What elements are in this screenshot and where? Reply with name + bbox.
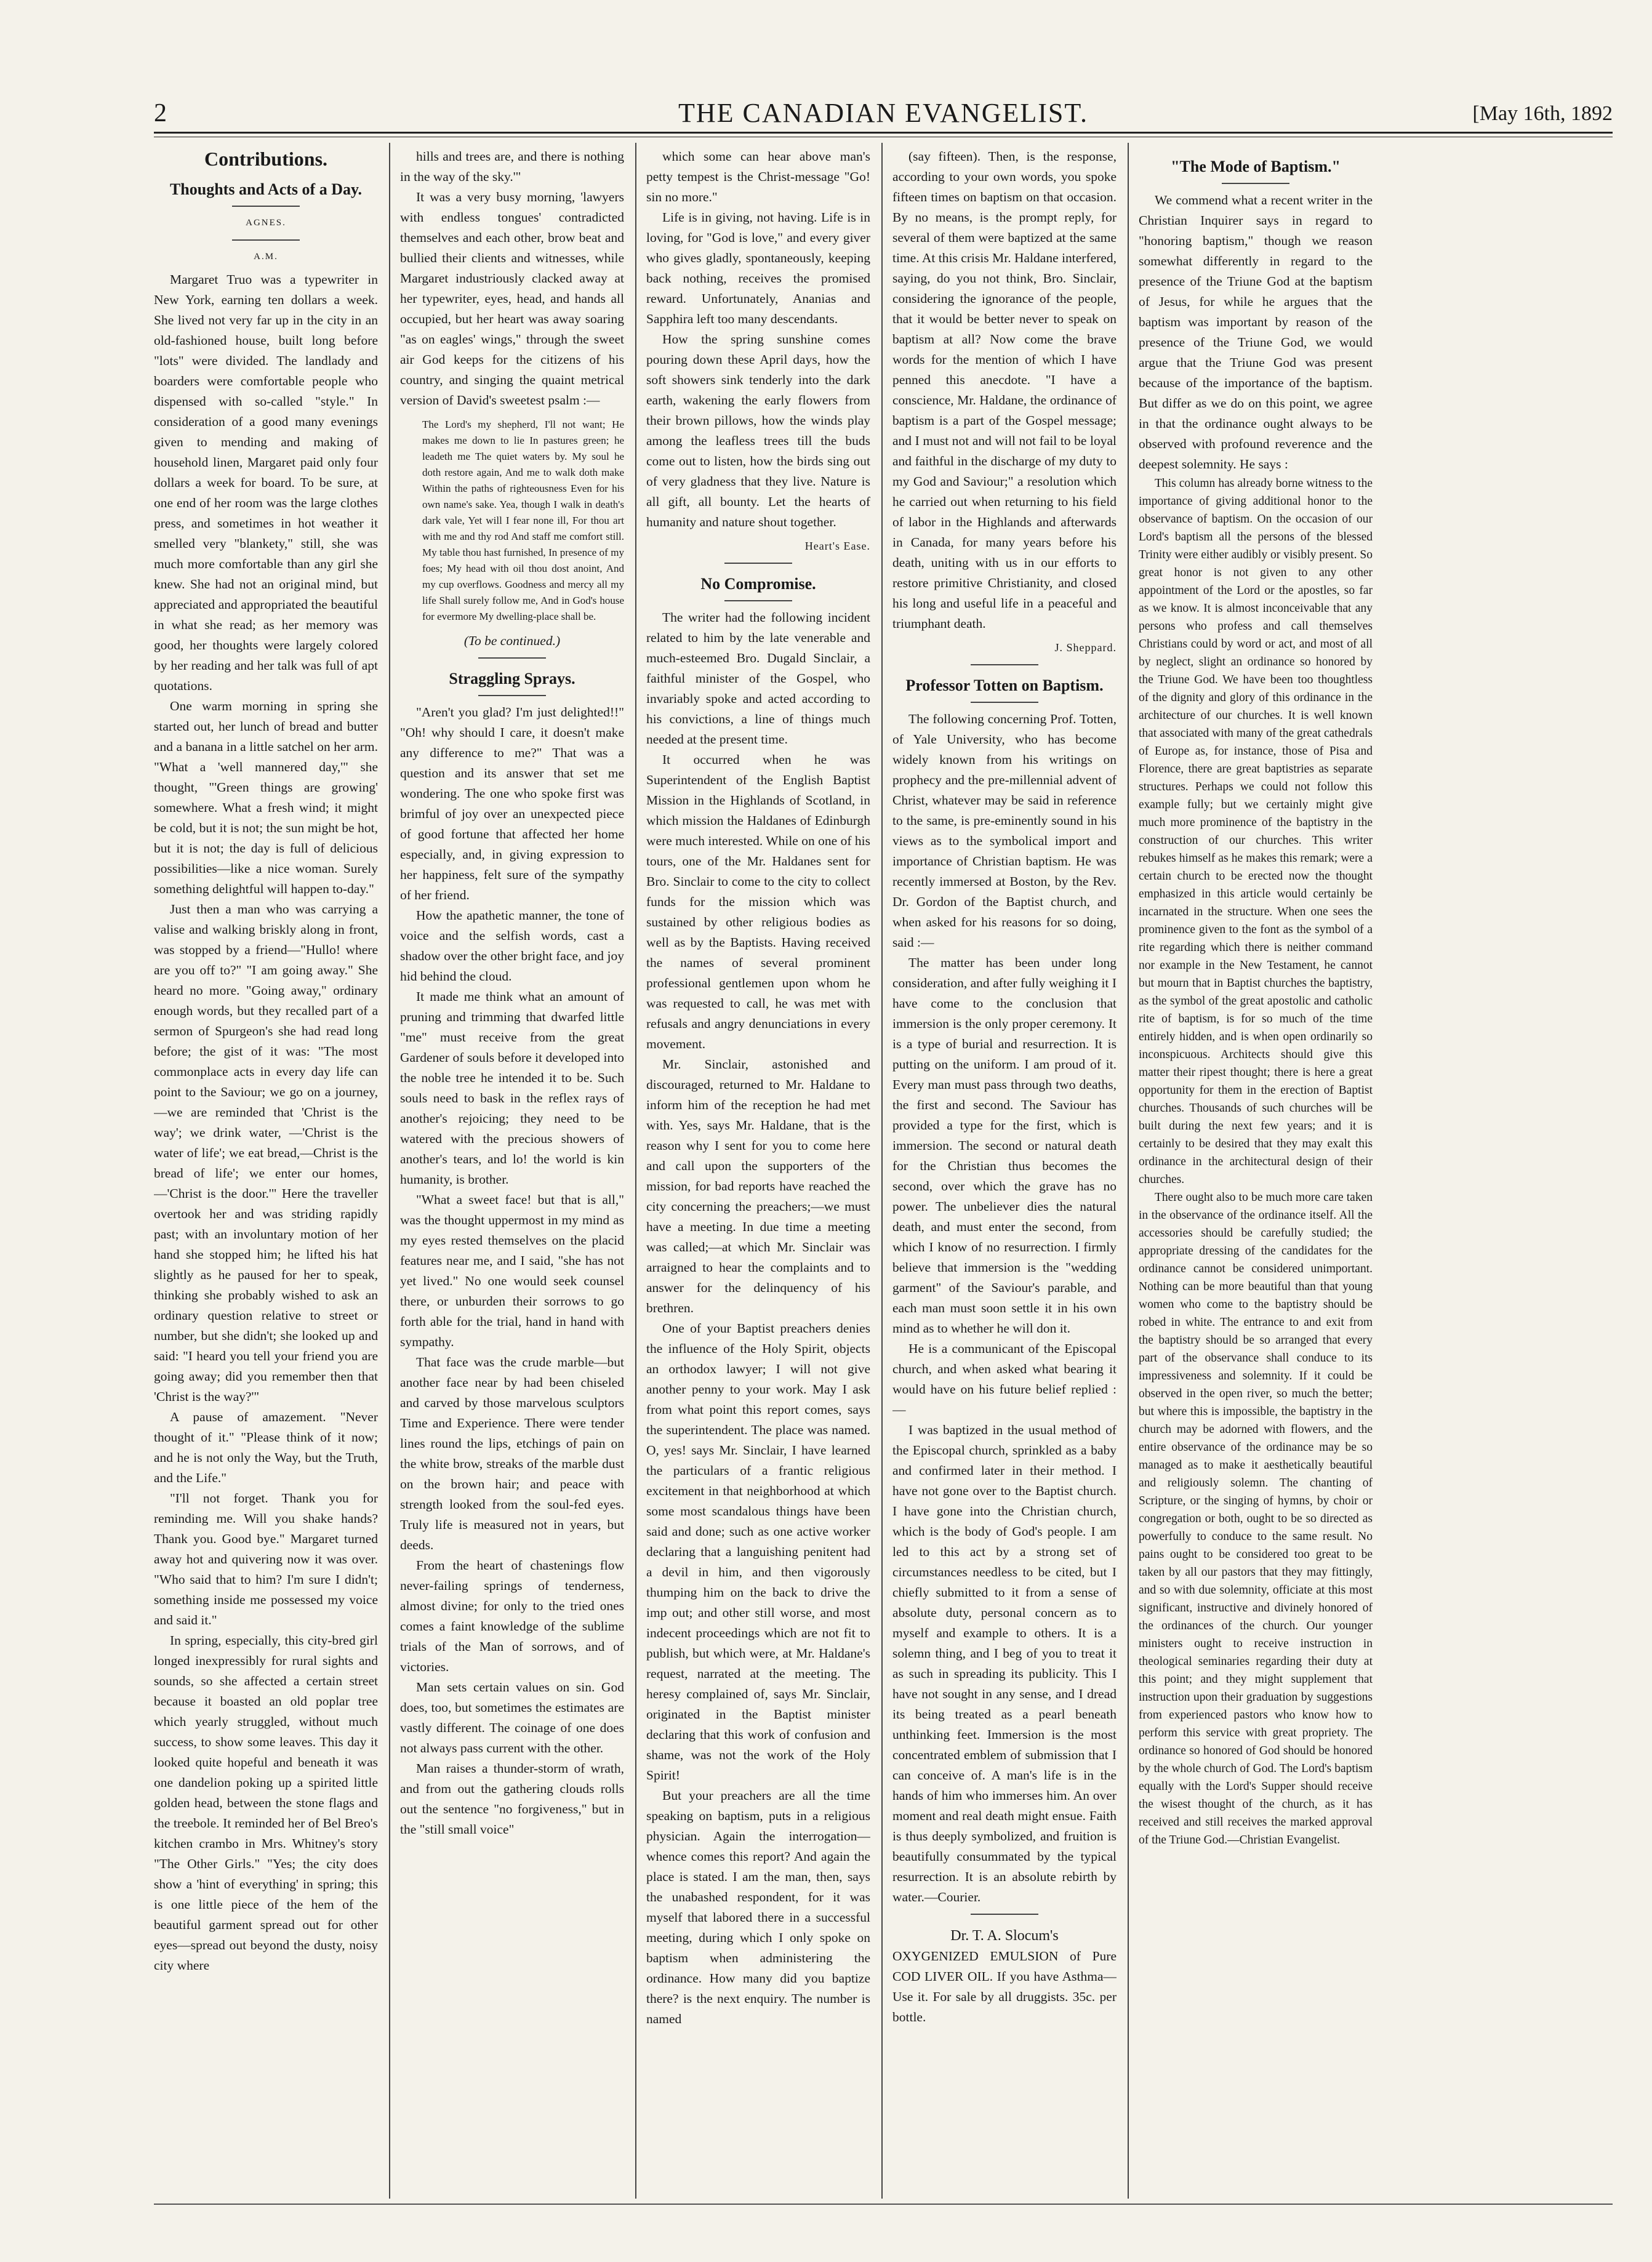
paragraph: We commend what a recent writer in the Christian Inquirer says in regard to "honoring baptism," though we reason somewhat differently in regard to the presence of the Triune God at the baptism of Jesus, for while he argues that the baptism was important by reason of the presence of the Triune God, we would argue that the Triune God was present because of the importance of the baptism. But differ as we do on this point, we agree in that the ordinance ought always to be observed with profound reverence and the deepest solemnity. He says :	[1139, 193, 1373, 471]
paragraph: (say fifteen). Then, is the response, according to your own words, you spoke fifteen times on baptism on that occasion. By no means, is the prompt reply, for several of them were baptized at the same time. At this crisis Mr. Haldane interfered, saying, do you not think, Bro. Sinclair, considering the ignorance of the people, that it would be better never to speak on baptism at all? Now come the brave words for the mention of which I have penned this anecdote. "I have a conscience, Mr. Haldane, the ordinance of baptism is a part of the Gospel message; and I must not and will not fail to be loyal and faithful in the discharge of my duty to my God and Saviour;" a resolution which he carried out when returning to his field of labor in the Highlands and afterwards in Canada, for many years before his death, uniting with us in our efforts to restore primitive Christianity, and closed his long and useful life in a peaceful and triumphant death.	[892, 149, 1117, 631]
article-title: "The Mode of Baptism."	[1171, 158, 1341, 175]
page-number: 2	[154, 99, 167, 127]
continued-note: (To be continued.)	[463, 633, 561, 648]
column-2	[400, 146, 624, 2196]
paragraph: A pause of amazement. "Never thought of it." "Please think of it now; and he is not only the Way, but the Truth, and the Life."	[154, 1410, 378, 1485]
paragraph: In spring, especially, this city-bred girl longed inexpressibly for rural sights and sounds, so she affected a certain street because it boasted an old poplar tree which yearly struggled, without much success, to show some leaves. This day it looked quite hopeful and beneath it was one dandelion poking up a spirited little golden head, between the stone flags and the treebole. It reminded her of Bel Breo's kitchen crambo in Mrs. Whitney's story "The Other Girls." "Yes; the city does show a 'hint of everything' in spring; this is one little piece of the hem of the beautiful garment spread out for other eyes—spread out beyond the dusty, noisy city where	[154, 1633, 378, 1973]
column-divider	[1128, 143, 1129, 2199]
byline-rule	[232, 239, 300, 241]
paragraph: One of your Baptist preachers denies the influence of the Holy Spirit, objects an orthodox lawyer; I will not give another penny to your work. May I ask from what point this report comes, says the superintendent. The place was named. O, yes! says Mr. Sinclair, I have learned the particulars of a frantic religious excitement in that neighborhood at which some most scandalous things have been said and done; such as one active worker declaring that a languishing penitent had a devil in him, and then vigorously thumping him on the back to drive the imp out; and other still worse, and most indecent proceedings which are not fit to publish, but which were, at Mr. Haldane's request, narrated at the meeting. The heresy complained of, says Mr. Sinclair, originated in the Baptist minister declaring that this work of confusion and shame, was not the work of the Holy Spirit!	[646, 1321, 870, 1783]
signature: J. Sheppard.	[1054, 641, 1117, 654]
paragraph: Margaret Truo was a typewriter in New York, earning ten dollars a week. She lived not very far up in the city in an old-fashioned house, built long before "lots" were divided. The landlady and boarders were comfortable people who dispensed with so-called "style." In consideration of a good many evenings given to mending and making of household linen, Margaret paid only four dollars a week for board. To be sure, at one end of her room was the large clothes press, and sometimes in hot weather it smelled very "blankety," still, she was much more comfortable than any girl she knew. She had not an original mind, but appreciated and appropriated the beautiful in what she read; as her memory was good, her thoughts were largely colored by her reading and her talk was full of apt quotations.	[154, 272, 378, 693]
paragraph: How the spring sunshine comes pouring down these April days, how the soft showers sink tenderly into the dark earth, wakening the early flowers from their brown pillows, how the winds play among the leafless trees till the buds come out to listen, how the birds sing out of very gladness that they live. Nature is all gift, all bounty. Let the hearts of humanity and nature shout together.	[646, 332, 870, 529]
paragraph: He is a communicant of the Episcopal church, and when asked what bearing it would have on his future belief replied :—	[892, 1341, 1117, 1417]
column-1	[154, 146, 378, 2196]
title-rule	[971, 702, 1038, 703]
paragraph: But your preachers are all the time speaking on baptism, puts in a religious physician. Again the interrogation—whence comes this report? And again the place is stated. I am the man, then, says the unabashed respondent, for it was myself that labored there in a successful meeting, during which I only spoke on baptism when administering the ordinance. How many did you baptize there? is the next enquiry. The number is named	[646, 1788, 870, 2026]
newspaper-title: THE CANADIAN EVANGELIST.	[678, 98, 1088, 128]
article-title: Straggling Sprays.	[449, 670, 575, 688]
section-heading: Contributions.	[204, 148, 328, 170]
advertisement-body: OXYGENIZED EMULSION of Pure COD LIVER OIL. If you have Asthma—Use it. For sale by all druggists. 35c. per bottle.	[892, 1949, 1117, 2024]
issue-date: [May 16th, 1892	[1472, 102, 1613, 125]
ad-rule	[971, 1914, 1038, 1915]
column-divider	[389, 143, 390, 2199]
paragraph: I was baptized in the usual method of the Episcopal church, sprinkled as a baby and confirmed later in their method. I have not gone over to the Baptist church. I have gone into the Christian church, which is the body of God's people. I am led to this act by a strong set of circumstances needless to be cited, but I chiefly submitted to it from a sense of absolute duty, personal concern as to myself and example to others. It is a solemn thing, and I beg of you to treat it as such in spreading its publicity. This I have not sought in any sense, and I dread its being treated as a pearl beneath unthinking feet. Immersion is the most concentrated emblem of submission that I can conceive of. A man's life is in the hands of him who immerses him. An over moment and real death might ensue. Faith is thus deeply symbolized, and fruition is beautifully consummated by the typical resurrection. It is an absolute rebirth by water.—Courier.	[892, 1422, 1117, 1904]
column-divider	[635, 143, 636, 2199]
paragraph: It made me think what an amount of pruning and trimming that dwarfed little "me" must receive from the great Gardener of souls before it developed into the noble tree he intended it to be. Such souls need to bask in the reflex rays of another's rejoicing; they need to be watered with the precious showers of another's tears, and lo! the world is kin humanity, is brother.	[400, 989, 624, 1187]
paragraph: It was a very busy morning, 'lawyers with endless tongues' contradicted themselves and each other, brow beat and bullied their clients and witnesses, while Margaret industriously clacked away at her typewriter, eyes, head, and hands all occupied, but her heart was away soaring "as on eagles' wings," through the sweet air God keeps for the citizens of his country, and singing the quaint metrical version of David's sweetest psalm :—	[400, 190, 624, 407]
title-rule	[1222, 183, 1289, 184]
article-title: Professor Totten on Baptism.	[905, 676, 1104, 694]
signature: Heart's Ease.	[804, 540, 870, 552]
paragraph: Man sets certain values on sin. God does, too, but sometimes the estimates are vastly different. The coinage of one does not always pass current with the other.	[400, 1680, 624, 1755]
article-title: Thoughts and Acts of a Day.	[169, 180, 363, 198]
column-divider	[881, 143, 883, 2199]
advertisement-heading: Dr. T. A. Slocum's	[950, 1928, 1059, 1944]
article-rule	[724, 563, 792, 564]
psalm-verse: The Lord's my shepherd, I'll not want; He makes me down to lie In pastures green; he leadeth me The quiet waters by. My soul he doth restore again, And me to walk doth make Within the paths of righteousness Even for his own name's sake. Yea, though I walk in death's dark vale, Yet will I fear none ill, For thou art with me and thy rod And staff me comfort still. My table thou hast furnished, In presence of my foes; My head with oil thou dost anoint, And my cup overflows. Goodness and mercy all my life Shall surely follow me, And in God's house for evermore My dwelling-place shall be.	[422, 419, 624, 622]
paragraph: "I'll not forget. Thank you for reminding me. Will you shake hands? Thank you. Good bye." Margaret turned away hot and quivering now it was over. "Who said that to him? I'm sure I didn't; something inside me possessed my voice and said it."	[154, 1491, 378, 1627]
paragraph: How the apathetic manner, the tone of voice and the selfish words, cast a shadow over the other bright face, and joy hid behind the cloud.	[400, 908, 624, 984]
paragraph: The matter has been under long consideration, and after fully weighing it I have come to the conclusion that immersion is the only proper ceremony. It is a type of burial and resurrection. It is putting on the uniform. I am proud of it. Every man must pass through two deaths, the first and second. The Saviour has provided a type for the first, which is immersion. The second or natural death for the Christian thus becomes the second, over which the grave has no power. The unbeliever dies the natural death, and must enter the second, from which I know of no resurrection. I firmly believe that immersion is the "wedding garment" of the Saviour's parable, and each man must soon settle it in his own mind as to whether he will don it.	[892, 955, 1117, 1336]
article-title: No Compromise.	[700, 575, 816, 593]
column-3	[646, 146, 870, 2196]
article-rule	[478, 657, 546, 659]
newspaper-page	[154, 92, 1613, 2210]
page-bottom-rule	[154, 2204, 1613, 2205]
title-rule	[232, 206, 300, 207]
paragraph: This column has already borne witness to the importance of giving additional honor to the observance of baptism. On the occasion of our Lord's baptism all the persons of the blessed Trinity were either audibly or visibly present. So great honor is not given to any other appointment of the Lord or the apostles, so far as we know. It is almost inconceivable that any persons who profess and call themselves Christians could by word or act, and most of all by neglect, slight an ordinance so honored by the Triune God. We have been too thoughtless of the dignity and glory of this ordinance in the architecture of our churches. It is well known that associated with many of the great cathedrals of Europe as, for instance, those of Pisa and Florence, there are great baptistries as separate structures. Perhaps we could not follow this example fully; but we certainly might give much more prominence of the baptistry in the construction of our churches. This writer rebukes himself as he makes this remark; were a certain church to be erected now the thought emphasized in this article would certainly be incarnated in the structure. When one sees the prominence given to the font as the symbol of a rite regarding which there is neither command nor example in the New Testament, he cannot but mourn that in Baptist churches the baptistry, as the symbol of the great apostolic and catholic rite of baptism, is for so much of the time entirely hidden, and is when open ordinarily so inconspicuous. Architects should give this matter their ripest thought; there is here a great opportunity for them in the erection of Baptist churches. Thousands of such churches will be built during the next few years; and it is certainly to be desired that they may exalt this ordinance in the architectural design of their churches.	[1139, 477, 1373, 1186]
paragraph: One warm morning in spring she started out, her lunch of bread and butter and a banana in a little satchel on her arm. "What a 'well mannered day,'" she thought, "'Green things are growing' somewhere. What a fresh wind; it might be cold, but it is not; the sun might be hot, but it is not; the day is full of delicious possibilities—like a nice woman. Surely something delightful will happen to-day."	[154, 699, 378, 896]
masthead	[154, 92, 1613, 133]
paragraph: The following concerning Prof. Totten, of Yale University, who has become widely known from his writings on prophecy and the pre-millennial advent of Christ, whatever may be said in reference to the same, is pre-eminently sound in his views as to the symbolical import and importance of Christian baptism. He was recently immersed at Boston, by the Rev. Dr. Gordon of the Baptist church, and when asked for his reasons for so doing, said :—	[892, 712, 1117, 950]
byline: AGNES.	[246, 218, 286, 228]
paragraph: "What a sweet face! but that is all," was the thought uppermost in my mind as my eyes rested themselves on the placid features near me, and I said, "she has not yet lived." No one would seek counsel there, or unburden their sorrows to go forth able for the trial, hand in hand with sympathy.	[400, 1192, 624, 1349]
byline-suffix: A.M.	[254, 252, 278, 262]
masthead-rule	[154, 132, 1613, 134]
column-4	[892, 146, 1117, 2196]
paragraph: Mr. Sinclair, astonished and discouraged, returned to Mr. Haldane to inform him of the reception he had met with. Yes, says Mr. Haldane, that is the reason why I sent for you to come here and call upon the supporters of the mission, for bad reports have reached the city concerning the preachers;—we must have a meeting. In due time a meeting was called;—at which Mr. Sinclair was arraigned to hear the complaints and to answer for the delinquency of his brethren.	[646, 1057, 870, 1315]
paragraph: That face was the crude marble—but another face near by had been chiseled and carved by those marvelous sculptors Time and Experience. There were tender lines round the lips, etchings of pain on the white brow, streaks of the marble dust on the brown hair; and peace with strength looked from the soul-fed eyes. Truly life is measured not in years, but deeds.	[400, 1355, 624, 1552]
paragraph: From the heart of chastenings flow never-failing springs of tenderness, almost divine; for only to the tried ones comes a faint knowledge of the sublime trials of the Man of sorrows, and of victories.	[400, 1558, 624, 1674]
paragraph: Man raises a thunder-storm of wrath, and from out the gathering clouds rolls out the sentence "no forgiveness," but in the "still small voice"	[400, 1761, 624, 1837]
paragraph: The writer had the following incident related to him by the late venerable and much-esteemed Bro. Dugald Sinclair, a faithful minister of the Gospel, who invariably spoke and acted according to his convictions, a line of things much needed at the present time.	[646, 610, 870, 747]
paragraph: "Aren't you glad? I'm just delighted!!" "Oh! why should I care, it doesn't make any difference to me?" That was a question and its answer that set me wondering. The one who spoke first was brimful of joy over an unexpected piece of good fortune that affected her home especially, and, in giving expression to her happiness, felt sure of the sympathy of her friend.	[400, 705, 624, 902]
title-rule	[478, 695, 546, 696]
paragraph: There ought also to be much more care taken in the observance of the ordinance itself. All the accessories should be carefully studied; the appropriate dressing of the candidates for the ordinance cannot be considered unimportant. Nothing can be more beautiful than that young women who come to the baptistry should be robed in white. The entrance to and exit from the baptistry should be so arranged that every part of the observance shall conduce to its impressiveness and solemnity. If it could be observed in the open river, so much the better; but where this is impossible, the baptistry in the church may be adorned with flowers, and the entire observance of the ordinance may be so managed as to make it aesthetically beautiful and religiously solemn. The chanting of Scripture, or the singing of hymns, by choir or congregation or both, ought to be so directed as powerfully to conduce to the same result. No pains ought to be considered too great to be taken by all our pastors that they may fittingly, and so with due solemnity, officiate at this most significant, instructive and divinely honored of the ordinances of the church. Our younger ministers ought to receive instruction in theological seminaries regarding their duty at this point; and they might supplement that instruction upon their graduation by suggestions from experienced pastors who know how to perform this service with great propriety. The ordinance so honored of God should be honored by the whole church of God. The Lord's baptism equally with the Lord's Supper should receive the wisest thought of the church, as it has received and still receives the marked approval of the Triune God.—Christian Evangelist.	[1139, 1191, 1373, 1847]
paragraph: Just then a man who was carrying a valise and walking briskly along in front, was stopped by a friend—"Hullo! where are you off to?" "I am going away." She heard no more. "Going away," ordinary enough words, but they recalled part of a sermon of Spurgeon's she had read long before; the gist of it was: "The most commonplace acts in every day life can point to the Saviour; we go on a journey,—we are reminded that 'Christ is the way'; we drink water, —'Christ is the water of life'; we eat bread,—Christ is the bread of life'; we enter our homes,—'Christ is the door.'" Here the traveller overtook her and was striding rapidly past; with an involuntary motion of her hand she stopped him; he lifted his hat slightly as he paused for her to speak, thinking she probably wished to ask an ordinary question relative to street or number, but she didn't; she looked up and said: "I heard you tell your friend you are going away; did you remember then that 'Christ is the way?'"	[154, 902, 378, 1404]
column-5	[1139, 146, 1373, 2196]
paragraph: It occurred when he was Superintendent of the English Baptist Mission in the Highlands of Scotland, in which mission the Haldanes of Edinburgh were much interested. While on one of his tours, one of the Mr. Haldanes sent for Bro. Sinclair to come to the city to collect funds for the mission which was sustained by other religious bodies as well as by the Baptists. Having received the names of several prominent professional gentlemen upon whom he was requested to call, he was met with refusals and angry denunciations in every movement.	[646, 752, 870, 1051]
paragraph: hills and trees are, and there is nothing in the way of the sky.'"	[400, 149, 624, 184]
paragraph: which some can hear above man's petty tempest is the Christ-message "Go! sin no more."	[646, 149, 870, 204]
article-rule	[971, 664, 1038, 665]
paragraph: Life is in giving, not having. Life is in loving, for "God is love," and every giver who gives gladly, spontaneously, keeping back nothing, receives the promised reward. Unfortunately, Ananias and Sapphira left too many descendants.	[646, 210, 870, 326]
title-rule	[724, 600, 792, 601]
